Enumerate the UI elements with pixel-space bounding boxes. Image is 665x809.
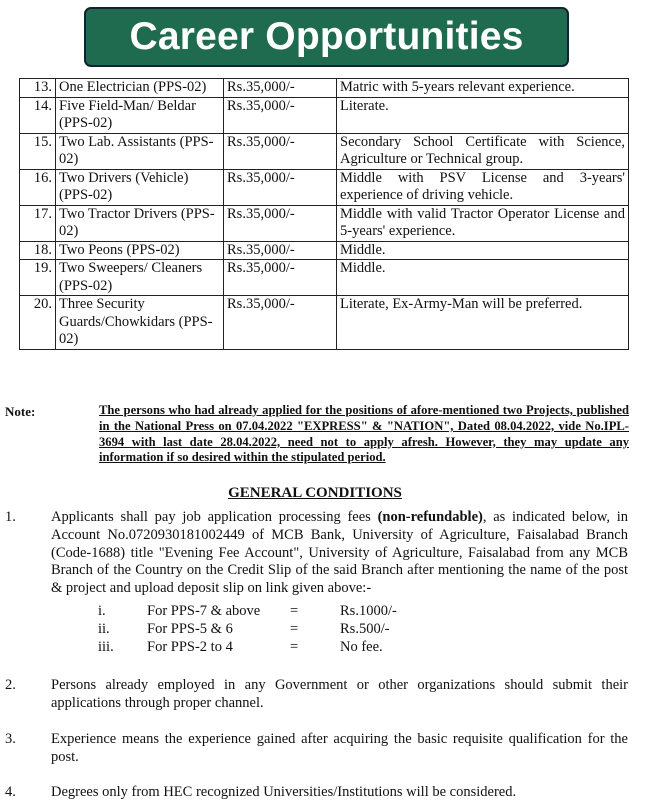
row-number: 14. bbox=[20, 97, 56, 133]
post-title: Two Tractor Drivers (PPS-02) bbox=[56, 205, 224, 241]
condition-text bbox=[51, 509, 628, 598]
table-row bbox=[20, 133, 629, 169]
condition-text-part: Applicants shall pay job application processing fees bbox=[51, 509, 378, 525]
fee-equals: = bbox=[290, 639, 299, 655]
table-row bbox=[20, 97, 629, 133]
condition-text-part: , as indicated below, in Account No.0720930181002449 of MCB Bank, University of Agriculture, Faisalabad Branch (Code-1688) title "Evening Fee Account", University of Agriculture, Faisalabad from any MCB Branch of the Country on the Credit Slip of the said Branch after mentioning the name of the post & project and upload deposit slip on link given above:- bbox=[51, 509, 629, 597]
row-number: 18. bbox=[20, 241, 56, 260]
fee-amount: No fee. bbox=[340, 639, 383, 655]
post-title: Two Peons (PPS-02) bbox=[56, 241, 224, 260]
row-number: 19. bbox=[20, 260, 56, 296]
note-text: The persons who had already applied for the positions of afore-mentioned two Projects, published in the National Press on 07.04.2022 "EXPRESS" & "NATION", Dated 08.04.2022, vide No.IPL-3694 with last date 28.04.2022, need not to apply afresh. However, they may update any information if so desired within the stipulated period. bbox=[99, 403, 629, 465]
table-row bbox=[20, 241, 629, 260]
condition-text: Experience means the experience gained after acquiring the basic requisite qualification for the post. bbox=[51, 731, 628, 765]
general-conditions-heading: GENERAL CONDITIONS bbox=[228, 485, 402, 501]
fee-item bbox=[0, 621, 665, 639]
fee-roman: i. bbox=[98, 603, 106, 619]
fee-item bbox=[0, 639, 665, 657]
pay-amount: Rs.35,000/- bbox=[224, 260, 337, 296]
post-title: Two Lab. Assistants (PPS-02) bbox=[56, 133, 224, 169]
condition-number: 2. bbox=[5, 677, 16, 693]
non-refundable-label: (non-refundable) bbox=[377, 509, 483, 525]
fee-equals: = bbox=[290, 603, 299, 619]
pay-amount: Rs.35,000/- bbox=[224, 97, 337, 133]
table-row bbox=[20, 260, 629, 296]
row-number: 13. bbox=[20, 79, 56, 98]
qualification: Matric with 5-years relevant experience. bbox=[337, 79, 629, 98]
fee-label: For PPS-7 & above bbox=[147, 603, 261, 619]
pay-amount: Rs.35,000/- bbox=[224, 296, 337, 350]
fee-roman: ii. bbox=[98, 621, 110, 637]
row-number: 16. bbox=[20, 169, 56, 205]
note-label: Note: bbox=[5, 404, 36, 419]
qualification: Middle with PSV License and 3-years' experience of driving vehicle. bbox=[337, 169, 629, 205]
table-row bbox=[20, 296, 629, 350]
table-row bbox=[20, 205, 629, 241]
qualification: Secondary School Certificate with Science, Agriculture or Technical group. bbox=[337, 133, 629, 169]
post-title: Two Drivers (Vehicle) (PPS-02) bbox=[56, 169, 224, 205]
condition-text: Persons already employed in any Government or other organizations should submit their applications through proper channel. bbox=[51, 677, 628, 711]
pay-amount: Rs.35,000/- bbox=[224, 79, 337, 98]
table-row bbox=[20, 79, 629, 98]
fee-label: For PPS-2 to 4 bbox=[147, 639, 233, 655]
condition-number: 3. bbox=[5, 731, 16, 747]
post-title: Five Field-Man/ Beldar (PPS-02) bbox=[56, 97, 224, 133]
row-number: 20. bbox=[20, 296, 56, 350]
post-title: Three Security Guards/Chowkidars (PPS-02) bbox=[56, 296, 224, 350]
post-title: Two Sweepers/ Cleaners (PPS-02) bbox=[56, 260, 224, 296]
qualification: Literate, Ex-Army-Man will be preferred. bbox=[337, 296, 629, 350]
fee-roman: iii. bbox=[98, 639, 114, 655]
pay-amount: Rs.35,000/- bbox=[224, 241, 337, 260]
jobs-table bbox=[19, 78, 629, 350]
condition-number: 1. bbox=[5, 509, 16, 525]
pay-amount: Rs.35,000/- bbox=[224, 133, 337, 169]
fee-amount: Rs.1000/- bbox=[340, 603, 397, 619]
qualification: Middle with valid Tractor Operator License and 5-years' experience. bbox=[337, 205, 629, 241]
condition-number: 4. bbox=[5, 784, 16, 800]
row-number: 15. bbox=[20, 133, 56, 169]
fee-item bbox=[0, 603, 665, 621]
career-opportunities-banner bbox=[84, 7, 569, 67]
fee-amount: Rs.500/- bbox=[340, 621, 390, 637]
pay-amount: Rs.35,000/- bbox=[224, 169, 337, 205]
qualification: Middle. bbox=[337, 260, 629, 296]
qualification: Literate. bbox=[337, 97, 629, 133]
row-number: 17. bbox=[20, 205, 56, 241]
pay-amount: Rs.35,000/- bbox=[224, 205, 337, 241]
fee-label: For PPS-5 & 6 bbox=[147, 621, 233, 637]
fee-equals: = bbox=[290, 621, 299, 637]
qualification: Middle. bbox=[337, 241, 629, 260]
condition-text: Degrees only from HEC recognized Universities/Institutions will be considered. bbox=[51, 784, 517, 800]
table-row bbox=[20, 169, 629, 205]
banner-title: Career Opportunities bbox=[129, 15, 524, 58]
post-title: One Electrician (PPS-02) bbox=[56, 79, 224, 98]
